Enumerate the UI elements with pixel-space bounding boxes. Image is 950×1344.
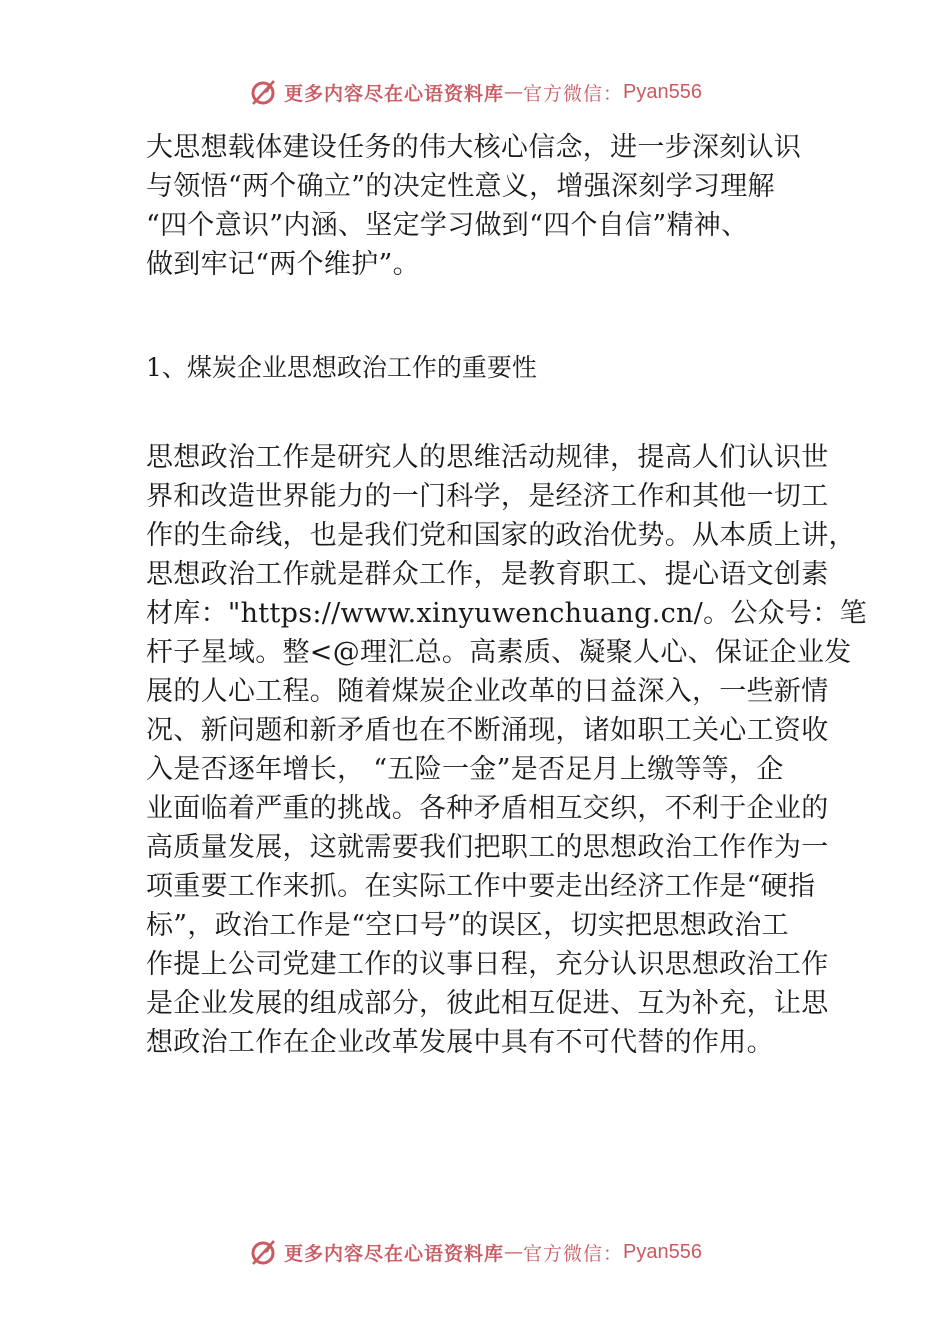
header-banner bbox=[0, 72, 950, 112]
intro-line: 与领悟“两个确立”的决定性意义，增强深刻学习理解 bbox=[146, 171, 775, 202]
main-line: 项重要工作来抓。在实际工作中要走出经济工作是“硬指 bbox=[146, 871, 816, 902]
banner-dash: — bbox=[504, 1241, 524, 1263]
banner-wechat-label: 官方微信： bbox=[523, 82, 624, 105]
banner-wechat-id: Pyan556 bbox=[623, 1240, 702, 1263]
banner-brand-text: 更多内容尽在心语资料库 bbox=[284, 82, 505, 105]
quill-circle-logo-icon bbox=[248, 77, 278, 107]
main-line: 材库："https://www.xinyuwenchuang.cn/。公众号：笔 bbox=[146, 598, 867, 629]
intro-line: 做到牢记“两个维护”。 bbox=[146, 249, 420, 280]
intro-paragraph bbox=[146, 128, 836, 284]
main-line: 思想政治工作就是群众工作，是教育职工、提心语文创素 bbox=[146, 559, 829, 590]
main-line: 展的人心工程。随着煤炭企业改革的日益深入，一些新情 bbox=[146, 676, 829, 707]
banner-brand-text: 更多内容尽在心语资料库 bbox=[284, 1242, 505, 1265]
main-paragraph bbox=[146, 438, 867, 1062]
quill-circle-logo-icon bbox=[248, 1237, 278, 1267]
intro-line: “四个意识”内涵、坚定学习做到“四个自信”精神、 bbox=[146, 210, 749, 241]
main-line: 况、新问题和新矛盾也在不断涌现，诸如职工关心工资收 bbox=[146, 715, 829, 746]
main-line: 想政治工作在企业改革发展中具有不可代替的作用。 bbox=[146, 1027, 774, 1058]
intro-line: 大思想载体建设任务的伟大核心信念，进一步深刻认识 bbox=[146, 132, 802, 163]
main-line: 入是否逐年增长， “五险一金”是否足月上缴等等，企 bbox=[146, 754, 784, 785]
main-line: 思想政治工作是研究人的思维活动规律，提高人们认识世 bbox=[146, 442, 829, 473]
section-heading: 1、煤炭企业思想政治工作的重要性 bbox=[146, 353, 537, 382]
main-line: 标”，政治工作是“空口号”的误区，切实把思想政治工 bbox=[146, 910, 789, 941]
banner-wechat-id: Pyan556 bbox=[623, 80, 702, 103]
main-line: 作的生命线，也是我们党和国家的政治优势。从本质上讲， bbox=[146, 520, 856, 551]
main-line: 业面临着严重的挑战。各种矛盾相互交织，不利于企业的 bbox=[146, 793, 829, 824]
main-line: 高质量发展，这就需要我们把职工的思想政治工作作为一 bbox=[146, 832, 829, 863]
banner-dash: — bbox=[504, 81, 524, 103]
main-line: 杆子星域。整<@理汇总。高素质、凝聚人心、保证企业发 bbox=[146, 637, 852, 668]
main-line: 作提上公司党建工作的议事日程，充分认识思想政治工作 bbox=[146, 949, 829, 980]
banner-wechat-label: 官方微信： bbox=[523, 1242, 624, 1265]
main-line: 是企业发展的组成部分，彼此相互促进、互为补充，让思 bbox=[146, 988, 829, 1019]
main-line: 界和改造世界能力的一门科学，是经济工作和其他一切工 bbox=[146, 481, 829, 512]
footer-banner bbox=[0, 1232, 950, 1272]
